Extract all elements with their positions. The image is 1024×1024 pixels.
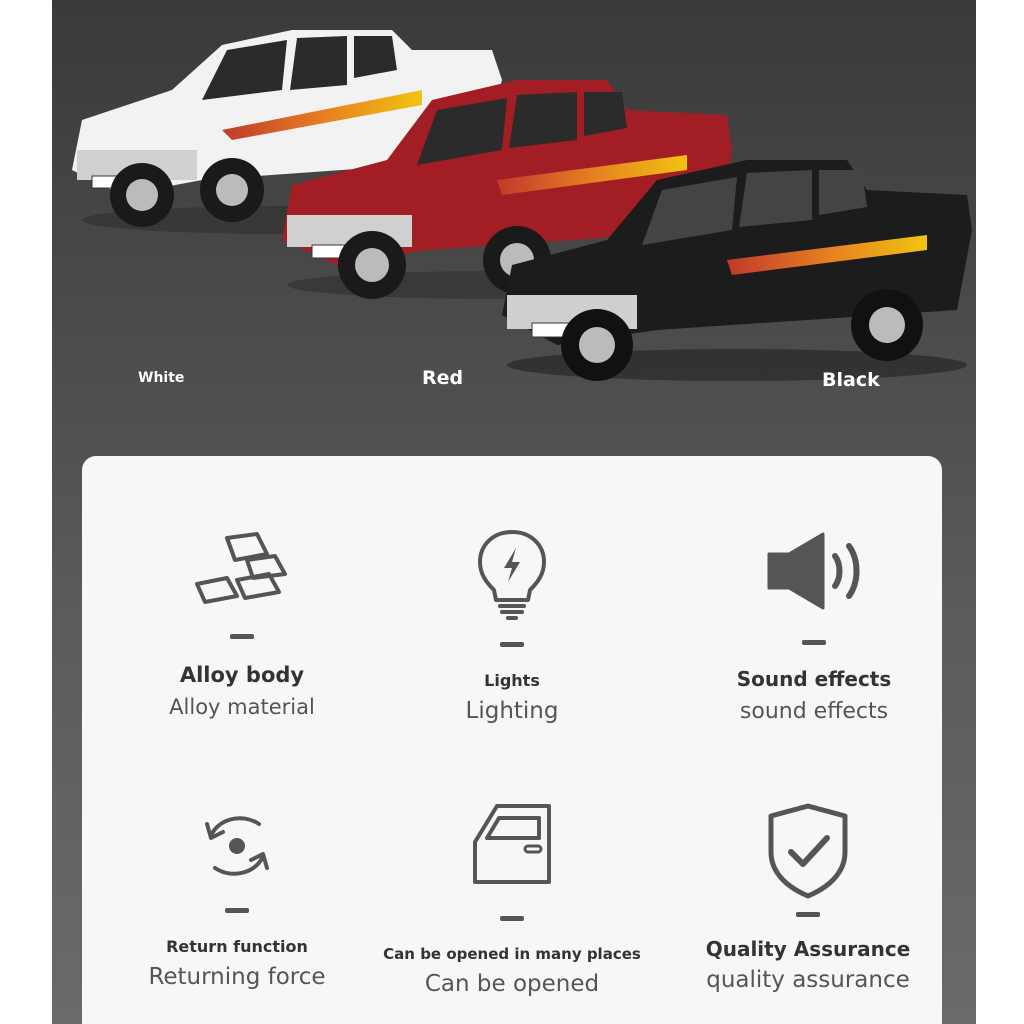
feature-title: Alloy body (179, 663, 305, 687)
feature-title: Can be opened in many places (383, 945, 641, 963)
feature-subtitle: sound effects (739, 699, 889, 724)
shield-check-icon (763, 800, 853, 900)
features-card (82, 456, 942, 1024)
divider-dash (225, 908, 249, 913)
feature-subtitle: quality assurance (706, 967, 910, 993)
feature-title: Sound effects (736, 667, 892, 691)
divider-dash (500, 642, 524, 647)
color-label-red: Red (422, 367, 464, 389)
feature-subtitle: Can be opened (424, 971, 600, 997)
feature-quality-assurance (678, 800, 938, 993)
divider-dash (802, 640, 826, 645)
return-arrows-icon (197, 806, 277, 886)
feature-lights (382, 528, 642, 724)
color-label-white: White (138, 370, 185, 386)
feature-can-be-opened (382, 800, 642, 997)
feature-sound-effects (684, 528, 944, 724)
divider-dash (500, 916, 524, 921)
feature-title: Return function (166, 937, 308, 956)
feature-alloy-body (112, 528, 372, 719)
feature-title: Lights (484, 671, 540, 690)
divider-dash (796, 912, 820, 917)
feature-subtitle: Alloy material (169, 695, 315, 719)
feature-title: Quality Assurance (705, 937, 911, 961)
gold-bars-icon (187, 528, 297, 608)
feature-subtitle: Returning force (148, 964, 326, 990)
divider-dash (230, 634, 254, 639)
color-label-black: Black (822, 369, 880, 391)
feature-subtitle: Lighting (465, 698, 559, 724)
lightbulb-icon (472, 528, 552, 620)
speaker-icon (759, 528, 869, 614)
car-door-icon (467, 800, 557, 888)
feature-return-function (107, 806, 367, 990)
truck-lineup-image (52, 0, 976, 420)
product-panel (52, 0, 976, 1024)
